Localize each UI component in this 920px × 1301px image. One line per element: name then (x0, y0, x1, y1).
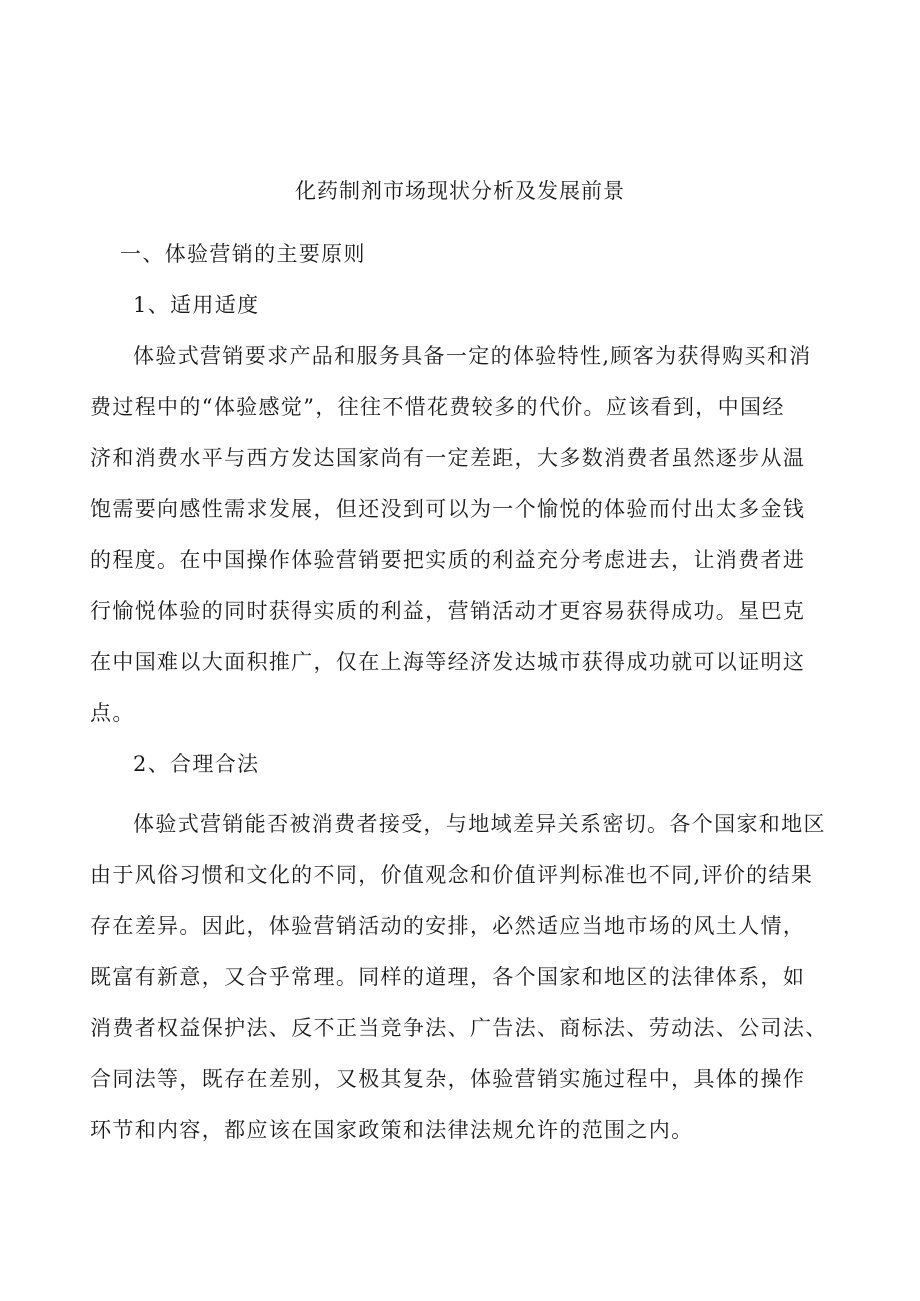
document-title: 化药制剂市场现状分析及发展前景 (295, 179, 625, 203)
paragraph-line: 在中国难以大面积推广，仅在上海等经济发达城市获得成功就可以证明这 (90, 650, 806, 674)
paragraph-line: 体验式营销能否被消费者接受，与地域差异关系密切。各个国家和地区 (133, 812, 826, 836)
paragraph-line: 费过程中的“体验感觉”，往往不惜花费较多的代价。应该看到，中国经 (90, 395, 785, 419)
paragraph-line: 济和消费水平与西方发达国家尚有一定差距，大多数消费者虽然逐步从温 (90, 446, 806, 470)
subsection-heading: 2、合理合法 (133, 752, 260, 776)
paragraph-line: 点。 (90, 701, 135, 725)
paragraph-line: 饱需要向感性需求发展，但还没到可以为一个愉悦的体验而付出太多金钱 (90, 497, 806, 521)
paragraph-line: 存在差异。因此，体验营销活动的安排，必然适应当地市场的风土人情， (90, 914, 806, 938)
subsection-heading: 1、适用适度 (133, 293, 260, 317)
section-heading: 一、体验营销的主要原则 (120, 242, 366, 266)
paragraph-line: 环节和内容，都应该在国家政策和法律法规允许的范围之内。 (90, 1118, 694, 1142)
paragraph-line: 行愉悦体验的同时获得实质的利益，营销活动才更容易获得成功。星巴克 (90, 599, 806, 623)
paragraph-line: 的程度。在中国操作体验营销要把实质的利益充分考虑进去，让消费者进 (90, 548, 806, 572)
paragraph-line: 消费者权益保护法、反不正当竞争法、广告法、商标法、劳动法、公司法、 (90, 1016, 828, 1040)
paragraph-line: 由于风俗习惯和文化的不同，价值观念和价值评判标准也不同,评价的结果 (90, 863, 814, 887)
paragraph-line: 体验式营销要求产品和服务具备一定的体验特性,顾客为获得购买和消 (133, 344, 812, 368)
paragraph-line: 既富有新意，又合乎常理。同样的道理，各个国家和地区的法律体系，如 (90, 965, 806, 989)
paragraph-line: 合同法等，既存在差别，又极其复杂，体验营销实施过程中，具体的操作 (90, 1067, 806, 1091)
